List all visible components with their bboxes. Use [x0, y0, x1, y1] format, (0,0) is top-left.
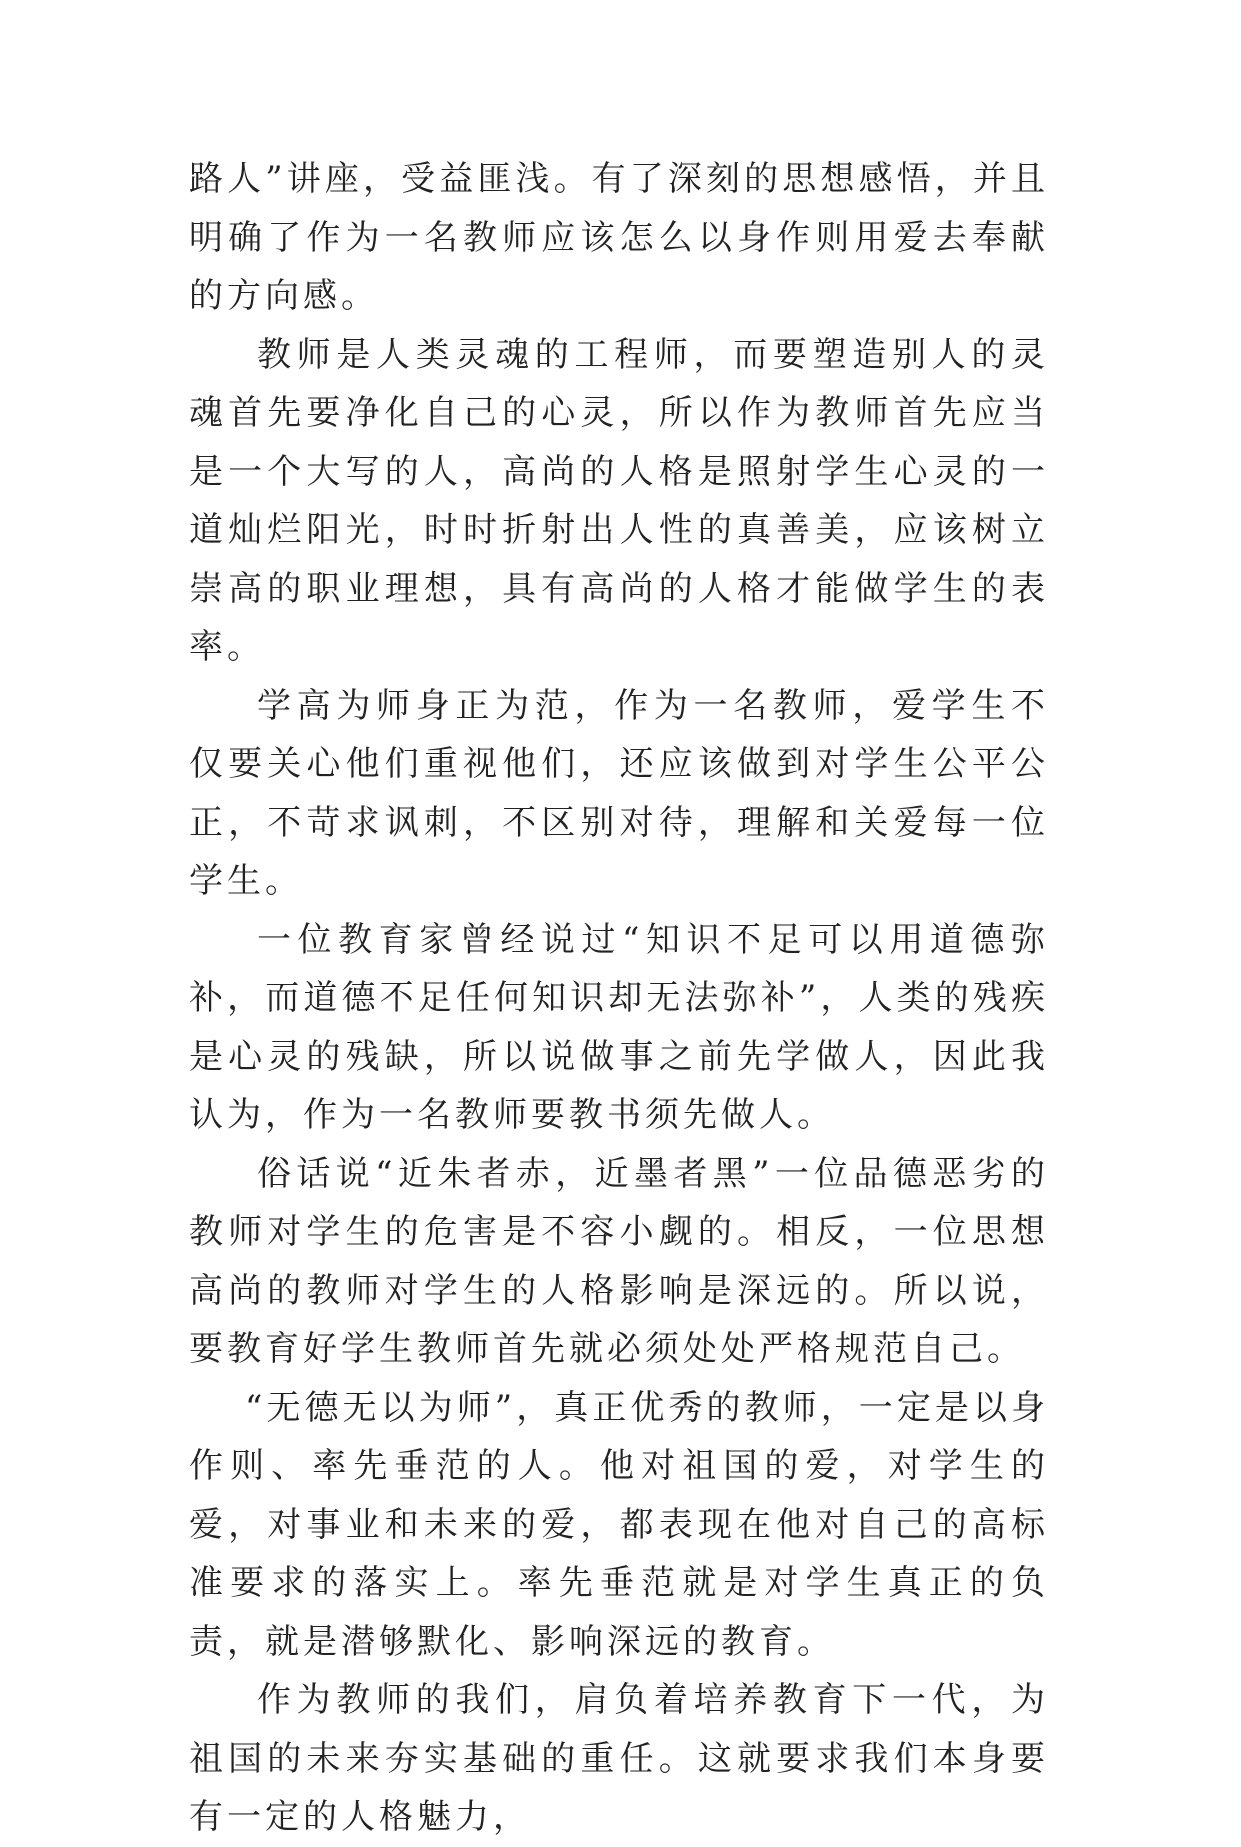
- document-body: [189, 150, 1049, 1847]
- paragraph-responsibility: 作为教师的我们，肩负着培养教育下一代，为祖国的未来夯实基础的重任。这就要求我们本身要有一定的人格魅力，: [189, 1680, 1049, 1837]
- paragraph-continuation: 路人”讲座，受益匪浅。有了深刻的思想感悟，并且明确了作为一名教师应该怎么以身作则用爱去奉献的方向感。: [189, 159, 1049, 316]
- paragraph-teacher-soul-engineer: 教师是人类灵魂的工程师，而要塑造别人的灵魂首先要净化自己的心灵，所以作为教师首先应当是一个大写的人，高尚的人格是照射学生心灵的一道灿烂阳光，时时折射出人性的真善美，应该树立崇高的职业理想，具有高尚的人格才能做学生的表率。: [189, 334, 1049, 667]
- paragraph-proverb: 俗话说“近朱者赤，近墨者黑”一位品德恶劣的教师对学生的危害是不容小觑的。相反，一位思想高尚的教师对学生的人格影响是深远的。所以说，要教育好学生教师首先就必须处处严格规范自己。: [189, 1153, 1049, 1369]
- paragraph-virtue: “无德无以为师”，真正优秀的教师，一定是以身作则、率先垂范的人。他对祖国的爱，对学生的爱，对事业和未来的爱，都表现在他对自己的高标准要求的落实上。率先垂范就是对学生真正的负责，就是潜够默化、影响深远的教育。: [189, 1387, 1049, 1662]
- paragraph-fairness: 学高为师身正为范，作为一名教师，爱学生不仅要关心他们重视他们，还应该做到对学生公平公正，不苛求讽刺，不区别对待，理解和关爱每一位学生。: [189, 685, 1049, 901]
- paragraph-educator-quote: 一位教育家曾经说过“知识不足可以用道德弥补，而道德不足任何知识却无法弥补”，人类的残疾是心灵的残缺，所以说做事之前先学做人，因此我认为，作为一名教师要教书须先做人。: [189, 919, 1049, 1135]
